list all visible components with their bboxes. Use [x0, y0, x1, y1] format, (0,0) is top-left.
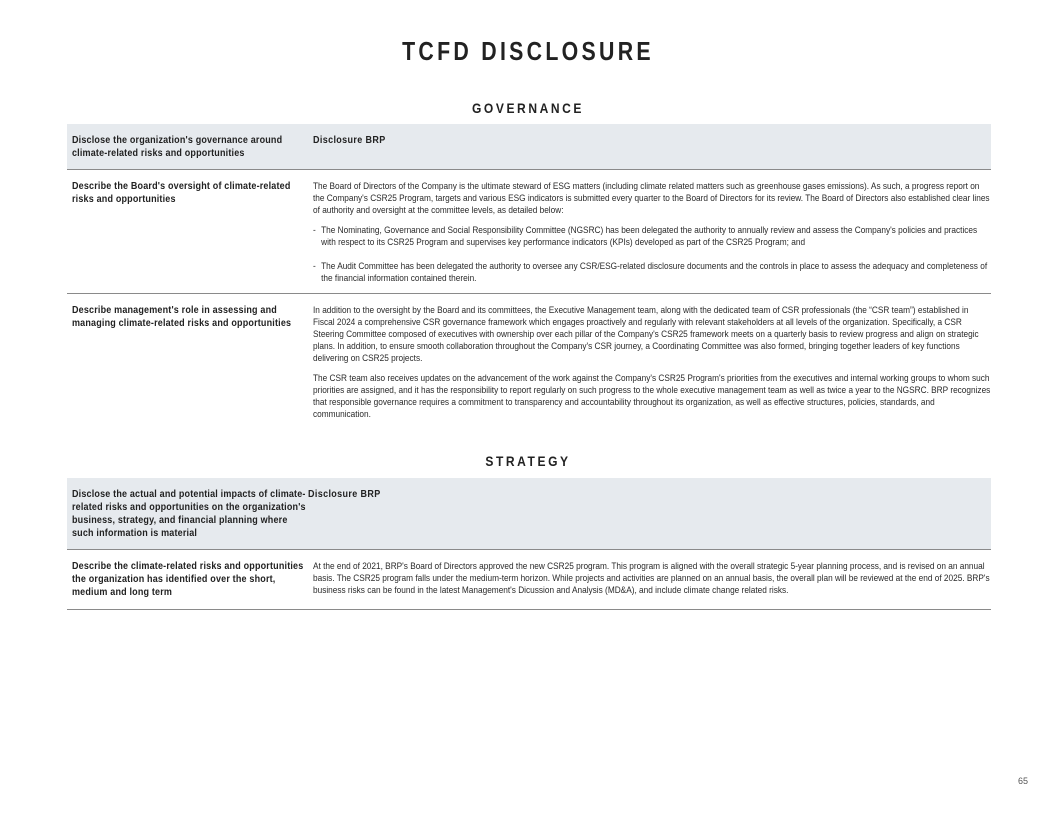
strategy-table-header [67, 478, 991, 550]
bullet-ngsrc: The Nominating, Governance and Social Responsibility Committee (NGSRC) has been delegated the authority to annually review and assess the Company's policies and practices with respect to its CSR25 Program and supervises key performance indicators (KPIs) developed as part of the CSR25 Program; and [321, 225, 978, 247]
management-role-paragraph-1: In addition to the oversight by the Board and its committees, the Executive Management team, along with the dedicated team of CSR professionals (the “CSR team”) established in Fiscal 2024 a comprehensive CSR governance framework which engages proactively and regularly with relevant stakeholders at all levels of the organization. Specifically, a CSR Steering Committee composed of executives with ownership over each pillar of the Company's CSR25 framework meets on a quarterly basis to review progress and align on strategic plans. In addition, to ensure smooth collaboration throughout the Company's CSR journey, a Coordinating Committee was also formed, bringing together leaders of key functions delivering on CSR25 projects. [313, 305, 979, 363]
table-row-climate-risks [67, 550, 991, 610]
governance-section-title: GOVERNANCE [471, 100, 585, 116]
strategy-header-right: Disclosure BRP [308, 489, 381, 500]
climate-risks-paragraph: At the end of 2021, BRP's Board of Directors approved the new CSR25 program. This program is aligned with the overall strategic 5-year planning process, and is revised on an annual basis. The CSR25 program falls under the medium-term horizon. While projects and activities are planned on an annual basis, the overall plan will be reviewed at the end of 2025. BRP's business risks can be found in the latest Management's Dicussion and Analysis (MD&A), and include climate change related risks. [313, 561, 990, 595]
row-label-climate-risks: Describe the climate-related risks and opportunities the organization has identified over the short, medium and long term [72, 561, 304, 598]
table-row-management-role [67, 294, 991, 424]
page-number: 65 [1017, 776, 1028, 786]
strategy-section-title: STRATEGY [485, 453, 571, 469]
row-label-management-role: Describe management's role in assessing and managing climate-related risks and opportunities [72, 305, 292, 329]
management-role-paragraph-2: The CSR team also receives updates on the advancement of the work against the Company's CSR25 Program's priorities from the executives and internal working groups to whom such priorities are assigned, and it has the responsibility to report regularly on such progress to the whole executive management team as well as twice a year to the NGSRC. BRP recognizes that responsible governance requires a commitment to transparency and accountability throughout its organization, as well as effective structures, policies, standards, and communication. [313, 373, 991, 419]
row-label-board-oversight: Describe the Board's oversight of climate-related risks and opportunities [72, 181, 291, 205]
strategy-header-left: Disclose the actual and potential impacts of climate-related risks and opportunities on the organization's business, strategy, and financial planning where such information is material [72, 489, 306, 539]
strategy-table [67, 478, 991, 610]
governance-header-left: Disclose the organization's governance around climate-related risks and opportunities [72, 135, 283, 159]
list-item: - The Audit Committee has been delegated the authority to oversee any CSR/ESG-related disclosure documents and the controls in place to assess the adequacy and completeness of the financial information contained therein. [313, 260, 990, 284]
row-content-climate-risks [313, 560, 991, 609]
table-row-board-oversight [67, 170, 991, 294]
governance-table [67, 124, 991, 424]
board-oversight-paragraph: The Board of Directors of the Company is the ultimate steward of ESG matters (including climate related matters such as greenhouse gases emissions). As such, a progress report on the Company's CSR25 Program, targets and various ESG indicators is submitted every quarter to the Board of Directors for its review. The Board of Directors also established clear lines of authority and oversight at the committee levels, as detailed below: [313, 181, 990, 215]
governance-header-right: Disclosure BRP [313, 135, 386, 146]
page-title: TCFD DISCLOSURE [402, 36, 654, 66]
row-content-board-oversight [313, 180, 991, 293]
row-content-management-role [313, 304, 991, 424]
governance-table-header [67, 124, 991, 170]
list-item: - The Nominating, Governance and Social Responsibility Committee (NGSRC) has been delegated the authority to annually review and assess the Company's policies and practices with respect to its CSR25 Program and supervises key performance indicators (KPIs) developed as part of the CSR25 Program; and [313, 224, 990, 248]
bullet-audit-committee: The Audit Committee has been delegated the authority to oversee any CSR/ESG-related disclosure documents and the controls in place to assess the adequacy and completeness of the financial information contained therein. [321, 261, 988, 283]
